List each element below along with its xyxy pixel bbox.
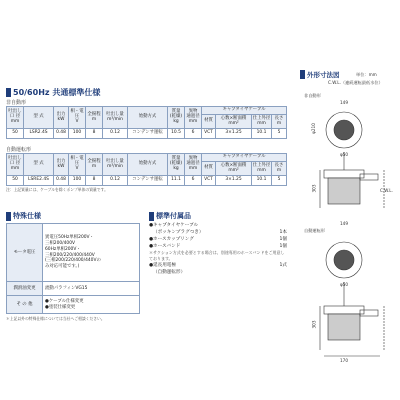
cell: 50 <box>7 176 24 186</box>
cell: 6 <box>185 129 202 139</box>
cell: VCT <box>202 176 216 186</box>
list-item <box>149 222 287 229</box>
th-start: 始動方式 <box>128 107 168 129</box>
th-flow: 吐出し量 m³/min <box>103 107 128 129</box>
pump-body <box>328 178 360 204</box>
section-bar <box>6 88 11 97</box>
pump-head <box>324 306 364 314</box>
cell: 6 <box>185 176 202 186</box>
th-output: 出力 kW <box>54 154 69 176</box>
cell: 100 <box>69 129 86 139</box>
cell: 3×1.25 <box>216 129 252 139</box>
th-solid: 異物 通過径 mm <box>185 107 202 129</box>
item-name: ●延長用電極 <box>149 262 176 268</box>
cell: 0.12 <box>103 176 128 186</box>
diagram-section-header <box>300 70 340 79</box>
dim-diameter: φ210 <box>310 123 316 134</box>
section-bar <box>149 212 154 221</box>
cell: 3×1.25 <box>216 176 252 186</box>
acc-section-header <box>149 211 191 221</box>
th-cable-len: 長さ m <box>272 115 287 129</box>
th-bore: 吐出し 口 径 mm <box>7 154 24 176</box>
pump-head <box>324 170 364 178</box>
table-row <box>7 176 287 186</box>
cell: LSR2.4S <box>24 129 54 139</box>
spec-table-non-auto <box>6 106 287 139</box>
diagram-auto-label: 自動運転形 <box>304 228 325 233</box>
dim-top-width: 149 <box>340 100 348 105</box>
item-qty: 1本 <box>279 230 287 236</box>
spec-note: 注：上記質量には、ケーブルを除くポンプ単体の質量です。 <box>6 187 108 192</box>
auto-label: 自動運転形 <box>6 147 32 153</box>
section-bar <box>6 212 11 221</box>
spec-section-header <box>6 87 100 98</box>
dim-outlet: φ50 <box>340 152 349 157</box>
tokushu-table <box>6 223 140 314</box>
th-output: 出力 kW <box>54 107 69 129</box>
cell: 8 <box>86 129 103 139</box>
acc-note: ＊サクション方式を必要とする場合は、別途専用のホースバンドをご用意しております。 <box>149 250 285 262</box>
th-solid: 異物 通過径 mm <box>185 154 202 176</box>
section-bar <box>300 70 305 79</box>
pump-outlet <box>360 310 378 316</box>
item-name: ●ホースカップリング <box>149 237 194 243</box>
pump-drawing-auto <box>298 230 398 370</box>
th-cable-len: 長さ m <box>272 162 287 176</box>
key-cell: 潤滑油変更 <box>7 282 43 296</box>
spec-section-title: 50/60Hz 共通標準仕様 <box>13 88 101 97</box>
cell: VCT <box>202 129 216 139</box>
tokushu-section-title: 特殊仕様 <box>13 212 41 220</box>
pump-top-inner <box>334 250 354 270</box>
th-cable-group: キャプタイヤケーブル <box>202 107 287 115</box>
th-start: 始動方式 <box>128 154 168 176</box>
pump-top-inner <box>334 120 354 140</box>
dim-top-width-2: 149 <box>340 221 348 226</box>
item-name: （ポッキンプラグつき） <box>153 230 204 236</box>
cell: 10.5 <box>168 129 185 139</box>
table-row <box>7 282 140 296</box>
cell: 10.1 <box>252 129 272 139</box>
cell: 50 <box>7 129 24 139</box>
cell: 8 <box>86 176 103 186</box>
th-mass: 質量 (乾燥) kg <box>168 154 185 176</box>
dim-outlet-2: φ50 <box>340 282 349 287</box>
table-row <box>7 224 140 282</box>
accessories-list <box>149 222 287 276</box>
spec-table-auto <box>6 153 287 186</box>
non-auto-label: 非自動形 <box>6 100 27 106</box>
diagram-unit: 単位：mm <box>356 72 377 77</box>
th-cable-group: キャプタイヤケーブル <box>202 154 287 162</box>
th-mass: 質量 (乾燥) kg <box>168 107 185 129</box>
th-bore: 吐出し 口 径 mm <box>7 107 24 129</box>
th-cable-core: 心数×断面積 mm² <box>216 115 252 129</box>
th-cable-material: 材質 <box>202 115 216 129</box>
key-cell: モータ電圧 <box>7 224 43 282</box>
cell: 5 <box>272 129 287 139</box>
value-cell: ●ケーブル仕様変更 ●塗装仕様変更 <box>43 296 140 314</box>
th-cable-core: 心数×断面積 mm² <box>216 162 252 176</box>
th-phase: 相・電圧 V <box>69 154 86 176</box>
pump-outlet <box>360 174 378 180</box>
item-name: ●ホースバンド <box>149 244 181 250</box>
cell: コンデンサ運転 <box>128 176 168 186</box>
item-qty: 1個 <box>279 244 287 250</box>
table-row <box>7 129 287 139</box>
th-head: 全揚程 m <box>86 154 103 176</box>
pump-body <box>328 314 360 340</box>
item-sub: （自動運転形） <box>153 269 186 275</box>
cell: 0.48 <box>54 176 69 186</box>
value-cell: 流動パラフィンVG15 <box>43 282 140 296</box>
tokushu-section-header <box>6 211 41 221</box>
diagram-non-auto-label: 非自動形 <box>304 93 321 98</box>
th-cable-material: 材質 <box>202 162 216 176</box>
cell: 10.1 <box>252 176 272 186</box>
th-model: 型 式 <box>24 107 54 129</box>
table-row <box>7 296 140 314</box>
cell: LSRE2.4S <box>24 176 54 186</box>
th-cable-od: 仕上外径 mm <box>252 115 272 129</box>
list-item <box>149 236 287 243</box>
cell: 11.1 <box>168 176 185 186</box>
item-qty: 1式 <box>279 262 287 268</box>
th-cable-od: 仕上外径 mm <box>252 162 272 176</box>
dim-bottom-width: 170 <box>340 358 348 363</box>
list-item <box>149 262 287 269</box>
acc-section-title: 標準付属品 <box>156 212 191 220</box>
key-cell: そ の 他 <box>7 296 43 314</box>
item-qty: 1個 <box>279 237 287 243</box>
cell: 100 <box>69 176 86 186</box>
cell: コンデンサ運転 <box>128 129 168 139</box>
th-flow: 吐出し量 m³/min <box>103 154 128 176</box>
list-item <box>149 269 287 276</box>
item-name: ●キャプタイヤケーブル <box>149 223 199 228</box>
value-cell: 異電圧50Hz単相200V・ 三相200/400V 60Hz単相200V・ 三相200/220/400/440V (三相200/220/400/440Vの み対応可能です。) <box>43 224 140 282</box>
cell: 5 <box>272 176 287 186</box>
th-head: 全揚程 m <box>86 107 103 129</box>
cell: 0.12 <box>103 129 128 139</box>
th-model: 型 式 <box>24 154 54 176</box>
list-item <box>149 229 287 236</box>
diagram-title: 外形寸法図 <box>307 71 340 79</box>
dim-cwl: C.W.L. <box>380 188 393 193</box>
dim-height: 303 <box>311 184 317 193</box>
tokushu-note: ＊上記以外の特殊仕様については当社へご相談ください。 <box>6 316 105 321</box>
th-phase: 相・電圧 V <box>69 107 86 129</box>
dim-height-2: 303 <box>311 320 317 329</box>
diagram-cwl-note: C.W.L.（連続運転最低水位） <box>328 80 383 85</box>
cell: 0.48 <box>54 129 69 139</box>
